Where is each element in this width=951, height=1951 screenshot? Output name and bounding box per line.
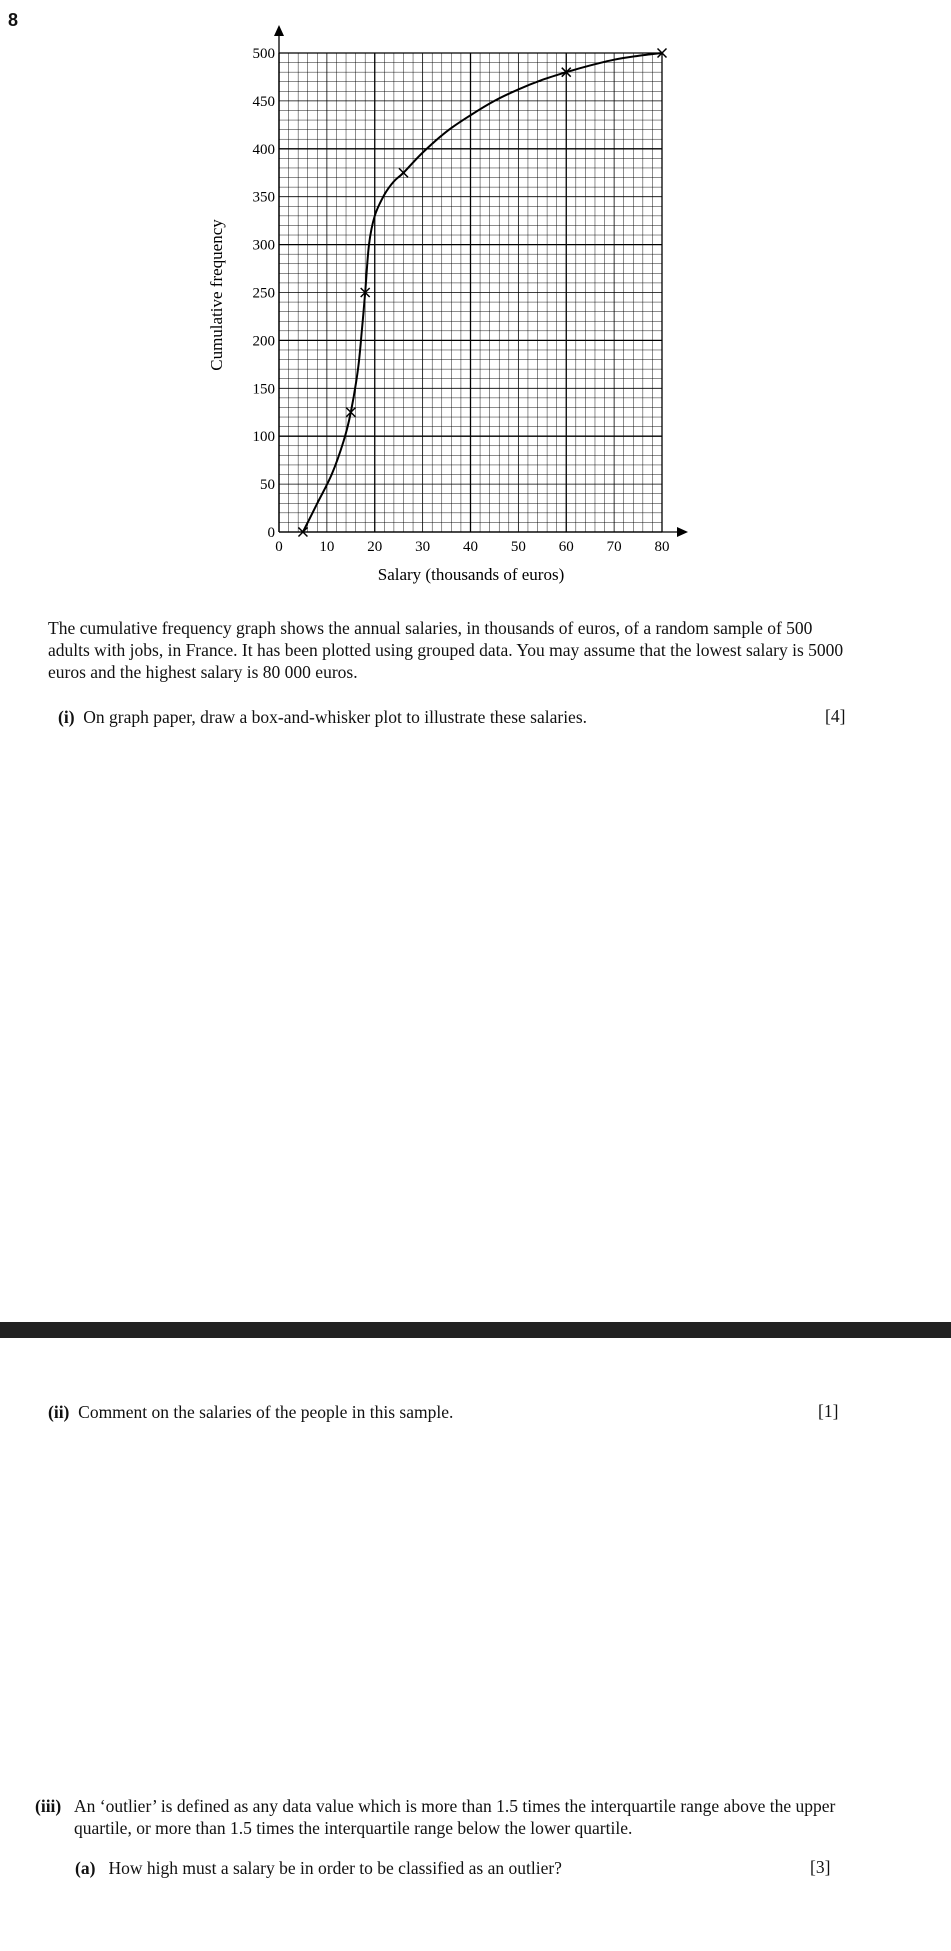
y-tick-labels: [253, 46, 276, 541]
y-tick-label: 150: [252, 381, 275, 398]
page-divider: [0, 1322, 951, 1338]
part-ii-text: Comment on the salaries of the people in this sample.: [78, 1402, 454, 1422]
y-axis-arrow-icon: [274, 25, 284, 36]
part-iii-a-marks: [3]: [810, 1857, 831, 1877]
x-tick-label: 30: [415, 539, 431, 555]
x-axis-label: Salary (thousands of euros): [377, 565, 565, 584]
y-tick-label: 350: [252, 189, 275, 206]
part-ii: [48, 1401, 808, 1423]
y-tick-label: 100: [252, 429, 275, 446]
x-tick-label: 0: [275, 539, 283, 555]
part-i: [58, 706, 818, 728]
x-axis-arrow-icon: [677, 527, 688, 537]
x-tick-label: 60: [558, 539, 574, 555]
part-ii-label: (ii): [48, 1402, 70, 1422]
part-i-text: On graph paper, draw a box-and-whisker plot to illustrate these salaries.: [83, 707, 588, 727]
y-tick-label: 450: [252, 93, 275, 110]
part-i-marks: [4]: [825, 706, 846, 726]
x-tick-label: 70: [606, 539, 622, 555]
question-number: 8: [8, 10, 19, 30]
x-tick-label: 20: [367, 539, 383, 555]
x-tick-label: 80: [654, 539, 670, 555]
part-iii-text: An ‘outlier’ is defined as any data value which is more than 1.5 times the interquartile range above the upper quartile, or more than 1.5 times the interquartile range below the lower quartile.: [74, 1796, 836, 1838]
intro-paragraph: The cumulative frequency graph shows the annual salaries, in thousands of euros, of a random sample of 500 adults with jobs, in France. It has been plotted using grouped data. You may assume that the lowest salary is 5000 euros and the highest salary is 80 000 euros.: [48, 618, 844, 682]
part-iii-a-label: (a): [75, 1858, 96, 1878]
y-tick-label: 200: [252, 333, 275, 350]
y-tick-label: 0: [267, 525, 275, 541]
part-i-label: (i): [58, 707, 75, 727]
x-tick-labels: [275, 539, 669, 555]
x-tick-label: 50: [510, 539, 526, 555]
y-axis-label: Cumulative frequency: [207, 219, 226, 371]
x-tick-label: 10: [319, 539, 335, 555]
y-tick-label: 300: [252, 237, 275, 254]
cumulative-frequency-chart: [0, 0, 951, 600]
part-iii-label-wrap: [35, 1795, 75, 1817]
part-iii-a-text: How high must a salary be in order to be classified as an outlier?: [108, 1858, 562, 1878]
x-tick-label: 40: [463, 539, 478, 555]
part-iii-a: [75, 1857, 815, 1879]
axes: [274, 25, 688, 537]
y-tick-label: 500: [252, 46, 275, 62]
y-tick-label: 400: [252, 141, 275, 158]
y-tick-label: 250: [252, 285, 275, 302]
part-ii-marks: [1]: [818, 1401, 839, 1421]
part-iii-label: (iii): [35, 1796, 62, 1816]
y-tick-label: 50: [260, 477, 275, 494]
